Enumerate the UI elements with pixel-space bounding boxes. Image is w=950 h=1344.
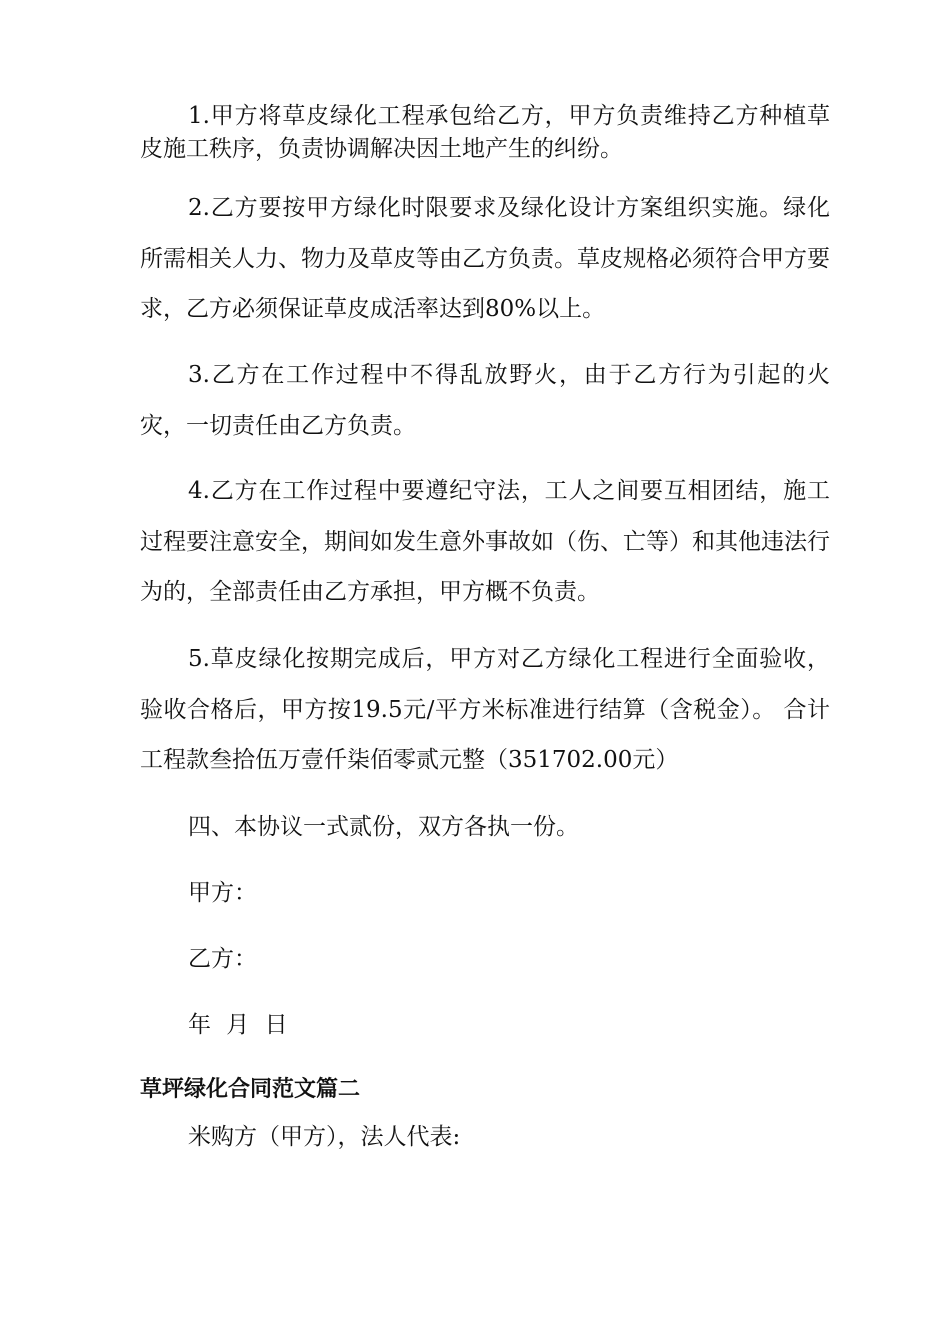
party-b-signature: 乙方： bbox=[188, 946, 257, 972]
clause-5: 5.草皮绿化按期完成后，甲方对乙方绿化工程进行全面验收，验收合格后，甲方按19.5元/平方米标准进行结算（含税金）。 合计工程款叁拾伍万壹仟柒佰零贰元整（351702.00元） bbox=[140, 646, 830, 774]
clause-2: 2.乙方要按甲方绿化时限要求及绿化设计方案组织实施。绿化所需相关人力、物力及草皮等由乙方负责。草皮规格必须符合甲方要求，乙方必须保证草皮成活率达到80%以上。 bbox=[140, 195, 830, 323]
intro-paragraph: 米购方（甲方），法人代表: bbox=[188, 1124, 461, 1150]
clause-3: 3.乙方在工作过程中不得乱放野火，由于乙方行为引起的火灾，一切责任由乙方负责。 bbox=[140, 362, 830, 439]
party-a-signature: 甲方： bbox=[188, 880, 257, 906]
clause-1: 1.甲方将草皮绿化工程承包给乙方，甲方负责维持乙方种植草皮施工秩序，负责协调解决因土地产生的纠纷。 bbox=[140, 103, 830, 163]
section-heading: 草坪绿化合同范文篇二 bbox=[140, 1077, 361, 1102]
signature-date: 年 月 日 bbox=[188, 1012, 288, 1038]
clause-4: 4.乙方在工作过程中要遵纪守法，工人之间要互相团结，施工过程要注意安全，期间如发生意外事故如（伤、亡等）和其他违法行为的，全部责任由乙方承担，甲方概不负责。 bbox=[140, 478, 830, 606]
section-four: 四、本协议一式贰份，双方各执一份。 bbox=[188, 814, 579, 840]
